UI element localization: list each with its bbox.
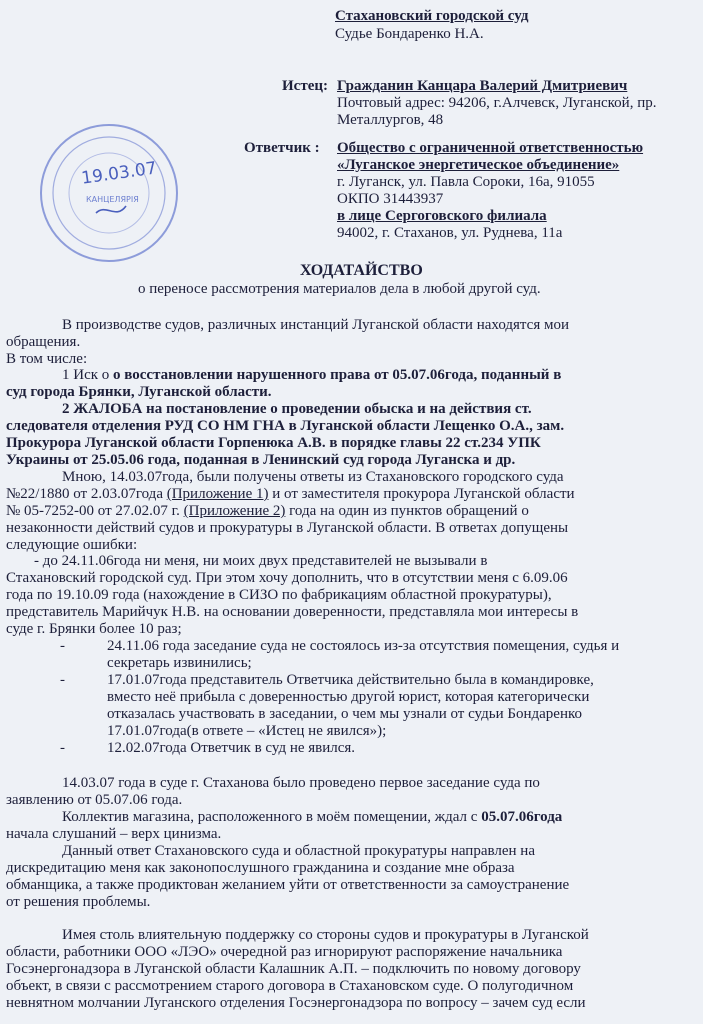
body-line: обманщика, а также продиктован желанием уйти от ответственности за самоустранение xyxy=(6,877,570,893)
body-line: №22/1880 от 2.03.07года (Приложение 1) и от заместителя прокурора Луганской области xyxy=(6,486,575,502)
body-line: Прокурора Луганской области Горпенюка А.В. в порядке главы 22 ст.234 УПК xyxy=(6,435,541,451)
error-item: 24.11.06 года заседание суда не состоялось из-за отсутствия помещения, судья и xyxy=(107,638,620,654)
item-1: 1 Иск о о восстановлении нарушенного права от 05.07.06года, поданный в xyxy=(62,367,562,383)
court-name: Стахановский городской суд xyxy=(335,8,529,24)
body-line: Имея столь влиятельную поддержку со стороны судов и прокуратуры в Луганской xyxy=(62,927,589,943)
judge-name: Судье Бондаренко Н.А. xyxy=(335,26,484,42)
stamp-date: 19.03.07 xyxy=(80,158,158,189)
body-line: обращения. xyxy=(6,334,81,350)
body-line: невнятном молчании Луганского отделения Госэнергонадзора по вопросу – зачем суд если xyxy=(6,995,586,1011)
body-line: 14.03.07 года в суде г. Стаханова было проведено первое заседание суда по xyxy=(62,775,540,791)
body-line: суд города Брянки, Луганской области. xyxy=(6,384,272,400)
item-2: 2 ЖАЛОБА на постановление о проведении обыска и на действия ст. xyxy=(62,401,532,417)
body-line: секретарь извинились; xyxy=(107,655,252,671)
defendant-address: г. Луганск, ул. Павла Сороки, 16а, 91055 xyxy=(337,174,595,190)
body-line: объект, в связи с рассмотрением старого договора в Стахановском суде. О полугодичном xyxy=(6,978,574,994)
plaintiff-address-2: Металлургов, 48 xyxy=(337,112,444,128)
body-line: Коллектив магазина, расположенного в моём помещении, ждал с 05.07.06года xyxy=(62,809,563,825)
body-line: Госэнергонадзора в Луганской области Калашник А.П. – подключить по новому договору xyxy=(6,961,581,977)
body-line: вместо неё прибыла с доверенностью другой юрист, которая категорически xyxy=(107,689,590,705)
body-line: Мною, 14.03.07года, были получены ответы из Стахановского городского суда xyxy=(62,469,564,485)
defendant-branch-address: 94002, г. Стаханов, ул. Руднева, 11а xyxy=(337,225,563,241)
body-line: представитель Марийчук Н.В. на основании доверенности, представляла мои интересы в xyxy=(6,604,579,620)
stamp-word: КАНЦЕЛЯРІЯ xyxy=(86,195,139,204)
office-stamp xyxy=(34,118,184,268)
defendant-org-name: «Луганское энергетическое объединение» xyxy=(337,157,620,173)
body-line: В производстве судов, различных инстанций Луганской области находятся мои xyxy=(62,317,569,333)
document-title: ХОДАТАЙСТВО xyxy=(300,262,423,279)
plaintiff-label: Истец: xyxy=(282,78,328,94)
body-line: суде г. Брянки более 10 раз; xyxy=(6,621,182,637)
bullet-dash: - xyxy=(60,740,65,756)
body-line: № 05-7252-00 от 27.02.07 г. (Приложение 2) года на один из пунктов обращений о xyxy=(6,503,529,519)
plaintiff-address: Почтовый адрес: 94206, г.Алчевск, Луганской, пр. xyxy=(337,95,657,111)
body-line: Стахановский городской суд. При этом хочу дополнить, что в отсутствии меня с 6.09.06 xyxy=(6,570,568,586)
body-line: В том числе: xyxy=(6,351,88,367)
body-line: Украины от 25.05.06 года, поданная в Ленинский суд города Луганска и др. xyxy=(6,452,516,468)
body-line: незаконности действий судов и прокуратуры в Луганской области. В ответах допущены xyxy=(6,520,569,536)
defendant-org: Общество с ограниченной ответственностью xyxy=(337,140,644,156)
plaintiff-name: Гражданин Канцара Валерий Дмитриевич xyxy=(337,78,628,94)
body-line: Данный ответ Стахановского суда и областной прокуратуры направлен на xyxy=(62,843,535,859)
stamp-signature xyxy=(96,206,126,213)
body-line: следующие ошибки: xyxy=(6,537,138,553)
error-item: 17.01.07года представитель Ответчика действительно была в командировке, xyxy=(107,672,594,688)
error-item: - до 24.11.06года ни меня, ни моих двух представителей не вызывали в xyxy=(34,553,488,569)
document-subtitle: о переносе рассмотрения материалов дела в любой другой суд. xyxy=(138,281,541,297)
bullet-dash: - xyxy=(60,638,65,654)
defendant-branch: в лице Сергоговского филиала xyxy=(337,208,547,224)
body-line: следователя отделения РУД СО НМ ГНА в Луганской области Лещенко О.А., зам. xyxy=(6,418,565,434)
body-line: заявлению от 05.07.06 года. xyxy=(6,792,183,808)
body-line: начала слушаний – верх цинизма. xyxy=(6,826,222,842)
body-line: отказалась участвовать в заседании, о чем мы узнали от судьи Бондаренко xyxy=(107,706,582,722)
body-line: области, работники ООО «ЛЭО» очередной раз игнорируют распоряжение начальника xyxy=(6,944,563,960)
body-line: дискредитацию меня как законопослушного гражданина и создание мне образа xyxy=(6,860,515,876)
bullet-dash: - xyxy=(60,672,65,688)
appendix-1-link: (Приложение 1) xyxy=(166,486,269,502)
body-line: от решения проблемы. xyxy=(6,894,151,910)
appendix-2-link: (Приложение 2) xyxy=(183,503,286,519)
body-line: 17.01.07года(в ответе – «Истец не явился»); xyxy=(107,723,387,739)
defendant-okpo: ОКПО 31443937 xyxy=(337,191,444,207)
error-item: 12.02.07года Ответчик в суд не явился. xyxy=(107,740,356,756)
defendant-label: Ответчик : xyxy=(244,140,320,156)
body-line: года по 19.10.09 года (нахождение в СИЗО по фабрикациям областной прокуратуры), xyxy=(6,587,552,603)
